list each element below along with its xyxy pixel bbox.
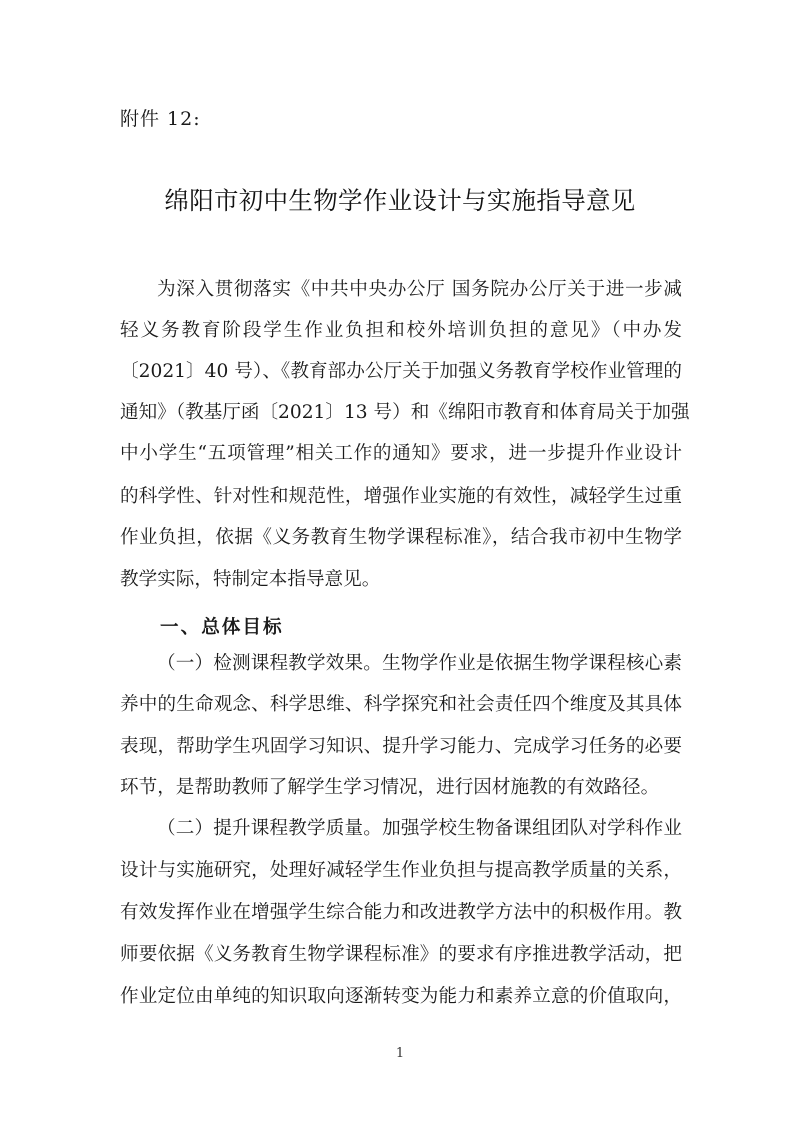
paragraph-line: 养中的生命观念、科学思维、科学探究和社会责任四个维度及其具体 (120, 694, 682, 715)
paragraph-line: 的科学性、针对性和规范性，增强作业实施的有效性，减轻学生过重 (120, 486, 682, 507)
paragraph-line: 中小学生“五项管理”相关工作的通知》要求，进一步提升作业设计 (120, 443, 682, 464)
paragraph-line: 通知》（教基厅函〔2021〕13 号）和《绵阳市教育和体育局关于加强 (120, 402, 690, 423)
paragraph-line: 轻义务教育阶段学生作业负担和校外培训负担的意见》（中办发 (120, 320, 682, 341)
paragraph-line: 作业定位由单纯的知识取向逐渐转变为能力和素养立意的价值取向， (120, 986, 682, 1007)
document-title: 绵阳市初中生物学作业设计与实施指导意见 (164, 186, 636, 215)
paragraph-line: 教学实际，特制定本指导意见。 (120, 569, 381, 590)
paragraph-line: 为深入贯彻落实《中共中央办公厅 国务院办公厅关于进一步减 (157, 279, 682, 300)
section-heading: 一、总体目标 (160, 617, 284, 638)
paragraph-line: 〔2021〕40 号）、《教育部办公厅关于加强义务教育学校作业管理的 (120, 361, 682, 382)
paragraph-line: 作业负担，依据《义务教育生物学课程标准》，结合我市初中生物学 (120, 527, 682, 548)
paragraph-line: （二）提升课程教学质量。加强学校生物备课组团队对学科作业 (157, 818, 682, 839)
attachment-label: 附件 12: (120, 108, 201, 130)
paragraph-line: 有效发挥作业在增强学生综合能力和改进教学方法中的积极作用。教 (120, 902, 682, 923)
paragraph-line: （一）检测课程教学效果。生物学作业是依据生物学课程核心素 (157, 653, 682, 674)
paragraph-line: 环节，是帮助教师了解学生学习情况，进行因材施教的有效路径。 (120, 777, 660, 798)
paragraph-line: 设计与实施研究，处理好减轻学生作业负担与提高教学质量的关系， (120, 860, 682, 881)
page-number: 1 (395, 1046, 405, 1061)
paragraph-line: 表现，帮助学生巩固学习知识、提升学习能力、完成学习任务的必要 (120, 736, 682, 757)
paragraph-line: 师要依据《义务教育生物学课程标准》的要求有序推进教学活动，把 (120, 944, 682, 965)
